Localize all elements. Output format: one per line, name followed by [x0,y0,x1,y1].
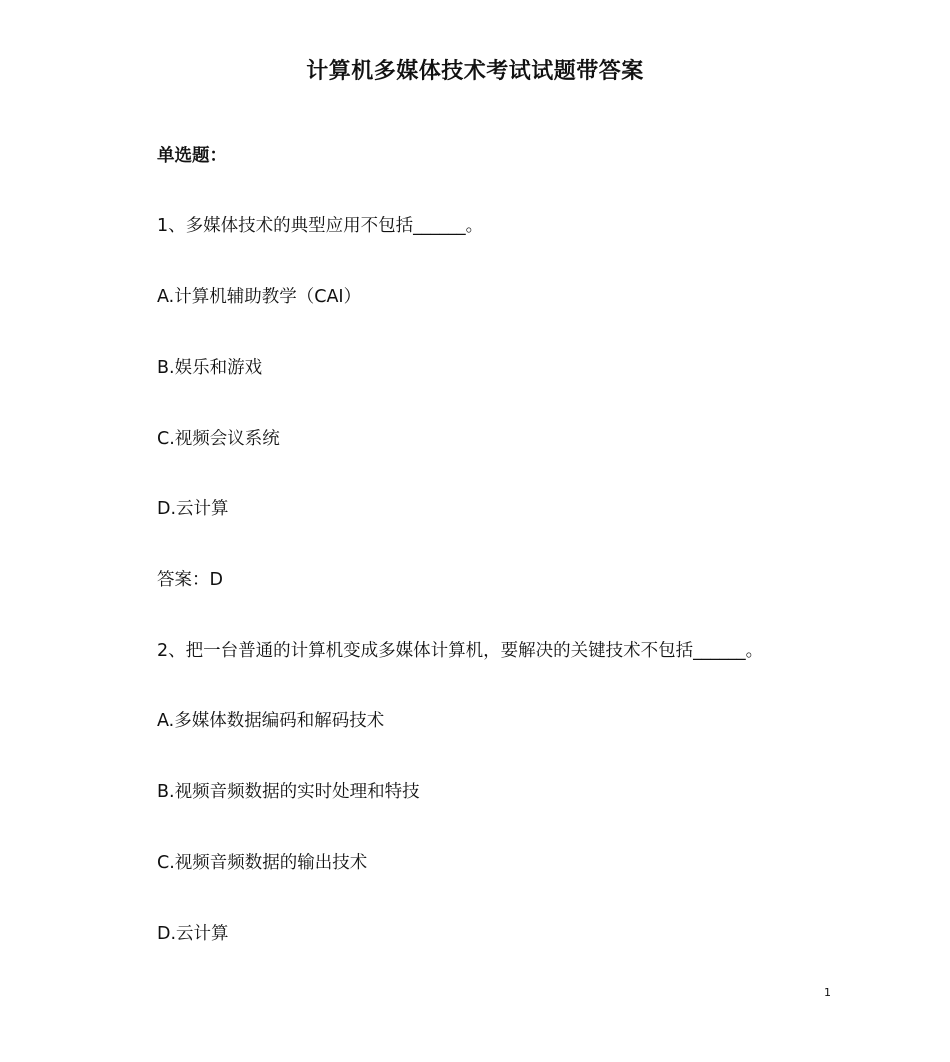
question-1-option-b: B.娱乐和游戏 [157,358,263,378]
question-2-option-a: A.多媒体数据编码和解码技术 [157,711,385,731]
section-heading: 单选题： [157,146,227,166]
question-2-option-d: D.云计算 [157,924,229,944]
question-1-stem: 1、多媒体技术的典型应用不包括______。 [157,216,484,236]
page-number: 1 [824,986,831,999]
question-1-answer: 答案：D [157,570,223,590]
question-1-option-c: C.视频会议系统 [157,429,280,449]
document-title: 计算机多媒体技术考试试题带答案 [306,59,644,84]
question-1-option-a: A.计算机辅助教学（CAI） [157,287,362,307]
question-1-option-d: D.云计算 [157,499,229,519]
question-2-option-b: B.视频音频数据的实时处理和特技 [157,782,420,802]
question-2-stem: 2、把一台普通的计算机变成多媒体计算机，要解决的关键技术不包括______。 [157,641,764,661]
question-2-option-c: C.视频音频数据的输出技术 [157,853,368,873]
